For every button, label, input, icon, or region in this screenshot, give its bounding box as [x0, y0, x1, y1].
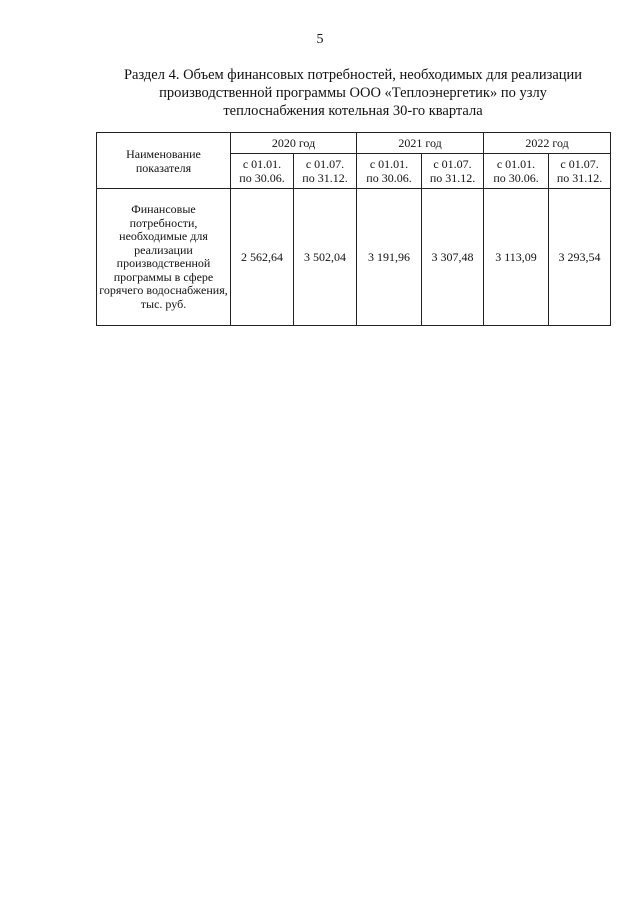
period-to: по 31.12.	[302, 171, 348, 185]
heading-line-1: Раздел 4. Объем финансовых потребностей, необходимых для реализации	[123, 67, 583, 83]
value-cell: 3 293,54	[549, 189, 611, 326]
header-row-years	[97, 133, 611, 154]
period-to: по 31.12.	[429, 171, 476, 185]
period-from: с 01.07.	[560, 157, 599, 171]
period-header	[231, 154, 294, 189]
table-row	[97, 189, 611, 326]
value-cell: 2 562,64	[231, 189, 294, 326]
period-from: с 01.01.	[242, 157, 282, 171]
page-number: 5	[316, 32, 324, 47]
period-to: по 30.06.	[366, 171, 412, 185]
period-header	[484, 154, 549, 189]
period-header	[357, 154, 422, 189]
year-header-2020: 2020 год	[231, 133, 357, 154]
financial-needs-table	[96, 132, 611, 326]
value-cell: 3 191,96	[357, 189, 422, 326]
period-to: по 30.06.	[239, 171, 285, 185]
value-cell: 3 502,04	[294, 189, 357, 326]
period-from: с 01.07.	[305, 157, 345, 171]
period-header	[422, 154, 484, 189]
period-header	[294, 154, 357, 189]
period-to: по 31.12.	[556, 171, 603, 185]
period-to: по 30.06.	[493, 171, 539, 185]
corner-header: Наименование показателя	[97, 133, 231, 189]
heading-line-3: теплоснабжения котельная 30-го квартала	[223, 103, 483, 119]
value-cell: 3 113,09	[484, 189, 549, 326]
period-from: с 01.07.	[433, 157, 472, 171]
indicator-name: Финансовые потребности, необходимые для реализации производственной программы в сфере горячего водоснабжения, тыс. руб.	[97, 189, 231, 326]
year-header-2021: 2021 год	[357, 133, 484, 154]
period-header	[549, 154, 611, 189]
value-cell: 3 307,48	[422, 189, 484, 326]
period-from: с 01.01.	[369, 157, 409, 171]
section-heading	[96, 66, 610, 120]
year-header-2022: 2022 год	[484, 133, 611, 154]
period-from: с 01.01.	[496, 157, 536, 171]
heading-line-2: производственной программы ООО «Теплоэнергетик» по узлу	[159, 85, 547, 101]
